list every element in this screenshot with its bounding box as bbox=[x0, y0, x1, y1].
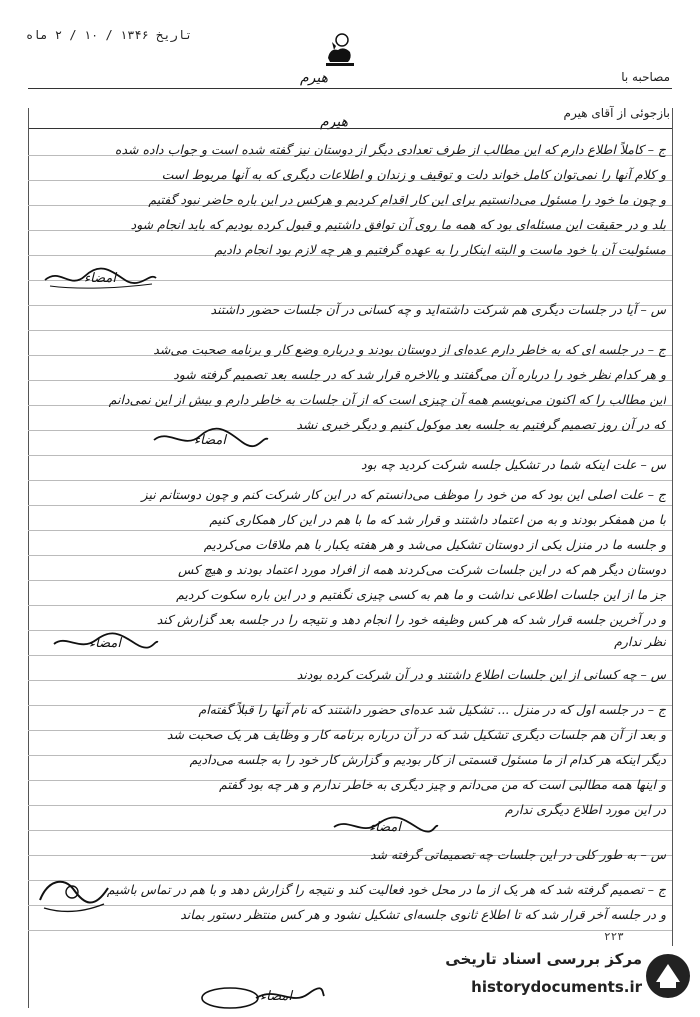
signature-3 bbox=[50, 628, 160, 656]
handwritten-line: و در جلسه آخر قرار شد که تا اطلاع ثانوی جلسه‌ای تشکیل نشود و هر کس منتظر دستور بماند bbox=[180, 907, 666, 922]
archive-watermark bbox=[445, 946, 694, 1008]
watermark-title: مرکز بررسی اسناد تاریخی bbox=[445, 950, 642, 968]
header-divider-2 bbox=[28, 128, 672, 129]
left-margin-line bbox=[28, 108, 29, 1008]
right-margin-line bbox=[672, 108, 673, 1008]
handwritten-line: این مطالب را که اکنون می‌نویسم همه آن چیزی است که از آن جلسات به خاطر دارم و بیش از این نمی‌دانم bbox=[108, 392, 666, 407]
interrogator-label: بازجوئی از آقای هیرم bbox=[563, 106, 670, 120]
handwritten-line: و هر کدام نظر خود را درباره آن می‌گفتند و بالاخره قرار شد که در جلسه بعد تصمیم گرفته شود bbox=[173, 367, 666, 382]
interview-name: هیرم bbox=[300, 70, 328, 86]
signature-5 bbox=[196, 980, 326, 1012]
handwritten-line: ج – در جلسه اول که در منزل ... تشکیل شد عده‌ای حضور داشتند که نام آنها را قبلاً گفته‌ام bbox=[198, 702, 666, 717]
interrogator-name: هیرم bbox=[320, 114, 348, 130]
ruled-line bbox=[28, 930, 672, 931]
ruled-line bbox=[28, 505, 672, 506]
handwritten-line: که در آن روز تصمیم گرفتیم به جلسه بعد موکول کنیم و دیگر خبری نشد bbox=[296, 417, 666, 432]
signature-label: امضاء bbox=[89, 636, 121, 651]
handwritten-line: ج – تصمیم گرفته شد که هر یک از ما در محل خود فعالیت کند و نتیجه را گزارش دهد و با هم در تماس باشیم bbox=[106, 882, 666, 897]
handwritten-line: س – چه کسانی از این جلسات اطلاع داشتند و در آن شرکت کرده بودند bbox=[296, 667, 666, 682]
handwritten-line: و بعد از آن هم جلسات دیگری تشکیل شد که در آن درباره برنامه کار و وظایف هر یک صحبت شد bbox=[166, 727, 666, 742]
handwritten-line: بلد و در حقیقت این مسئله‌ای بود که همه ما روی آن توافق داشتیم و قبول کرده بودیم که باید انجام شود bbox=[130, 217, 666, 232]
handwritten-line: و در آخرین جلسه قرار شد که هر کس وظیفه خود را انجام دهد و نتیجه را در جلسه بعد گزارش کند bbox=[156, 612, 666, 627]
handwritten-line: س – به طور کلی در این جلسات چه تصمیماتی گرفته شد bbox=[369, 847, 666, 862]
handwritten-line: دوستان دیگر هم که در این جلسات شرکت می‌کردند همه از افراد مورد اعتماد بودند و هیچ کس bbox=[178, 562, 666, 577]
signature-4 bbox=[330, 812, 440, 840]
signature-1 bbox=[40, 262, 160, 292]
handwritten-line: در این مورد اطلاع دیگری ندارم bbox=[505, 802, 666, 817]
signature-2 bbox=[150, 424, 270, 454]
watermark-url[interactable]: historydocuments.ir bbox=[471, 978, 642, 996]
handwritten-line: ج – در جلسه ای که به خاطر دارم عده‌ای از دوستان بودند و درباره وضع کار و برنامه صحبت می‌شد bbox=[153, 342, 666, 357]
handwritten-line: و جلسه ما در منزل یکی از دوستان تشکیل می‌شد و هر هفته یکبار با هم ملاقات می‌کردیم bbox=[203, 537, 666, 552]
ruled-line bbox=[28, 480, 672, 481]
ruled-line bbox=[28, 530, 672, 531]
handwritten-line: با من همفکر بودند و به من اعتماد داشتند و قرار شد که ما با هم در این کار همکاری کنیم bbox=[209, 512, 666, 527]
handwritten-line: س – علت اینکه شما در تشکیل جلسه شرکت کردید چه بود bbox=[361, 457, 666, 472]
signature-label: امضاء bbox=[194, 433, 226, 448]
handwritten-line: س – آیا در جلسات دیگری هم شرکت داشته‌اید و چه کسانی در آن جلسات حضور داشتند bbox=[210, 302, 666, 317]
ruled-line bbox=[28, 605, 672, 606]
signature-label: امضاء bbox=[84, 271, 116, 286]
handwritten-line: ج – کاملاً اطلاع دارم که این مطالب از طرف تعدادی دیگر از دوستان نیز گفته شده است و جواب داده شده bbox=[114, 142, 666, 157]
document-date: تاریخ ۱۳۴۶ / ۱۰ / ۲ ماه bbox=[26, 28, 193, 42]
archive-logo-icon bbox=[644, 952, 692, 1000]
ruled-line bbox=[28, 330, 672, 331]
handwritten-line: و اینها همه مطالبی است که من می‌دانم و چیز دیگری به خاطر ندارم و هر چه بود گفتم bbox=[219, 777, 666, 792]
signature-label: امضاء bbox=[260, 989, 292, 1004]
ruled-line bbox=[28, 580, 672, 581]
handwritten-line: ج – علت اصلی این بود که من خود را موظف می‌دانستم که در این کار شرکت کنم و چون دوستانم نیز bbox=[141, 487, 666, 502]
ruled-line bbox=[28, 555, 672, 556]
handwritten-line: و کلام آنها را نمی‌توان کامل خواند دلت و توقیف و زندان و اطلاعات دیگری که به آنها مربوط است bbox=[161, 167, 666, 182]
margin-signature bbox=[34, 870, 114, 920]
handwritten-line: و چون ما خود را مسئول می‌دانستیم برای این کار اقدام کردیم و هرکس در این باره حاضر نبود گفتیم bbox=[148, 192, 666, 207]
interview-label: مصاحبه با bbox=[621, 70, 670, 84]
lion-and-sun-emblem-icon bbox=[320, 28, 360, 68]
handwritten-line: مسئولیت آن با خود ماست و البته اینکار را به عهده گرفتیم و هر چه لازم بود انجام دادیم bbox=[214, 242, 666, 257]
handwritten-line: دیگر اینکه هر کدام از ما مسئول قسمتی از کار بودیم و گزارش کار خود را به جلسه می‌دادیم bbox=[189, 752, 666, 767]
page-number: ۲۲۳ bbox=[604, 930, 624, 943]
header-divider bbox=[28, 88, 672, 89]
signature-label: امضاء bbox=[369, 820, 401, 835]
handwritten-line: جز ما از این جلسات اطلاعی نداشت و ما هم به کسی چیزی نگفتیم و در این باره سکوت کردیم bbox=[176, 587, 666, 602]
handwritten-line: نظر ندارم bbox=[614, 634, 666, 649]
